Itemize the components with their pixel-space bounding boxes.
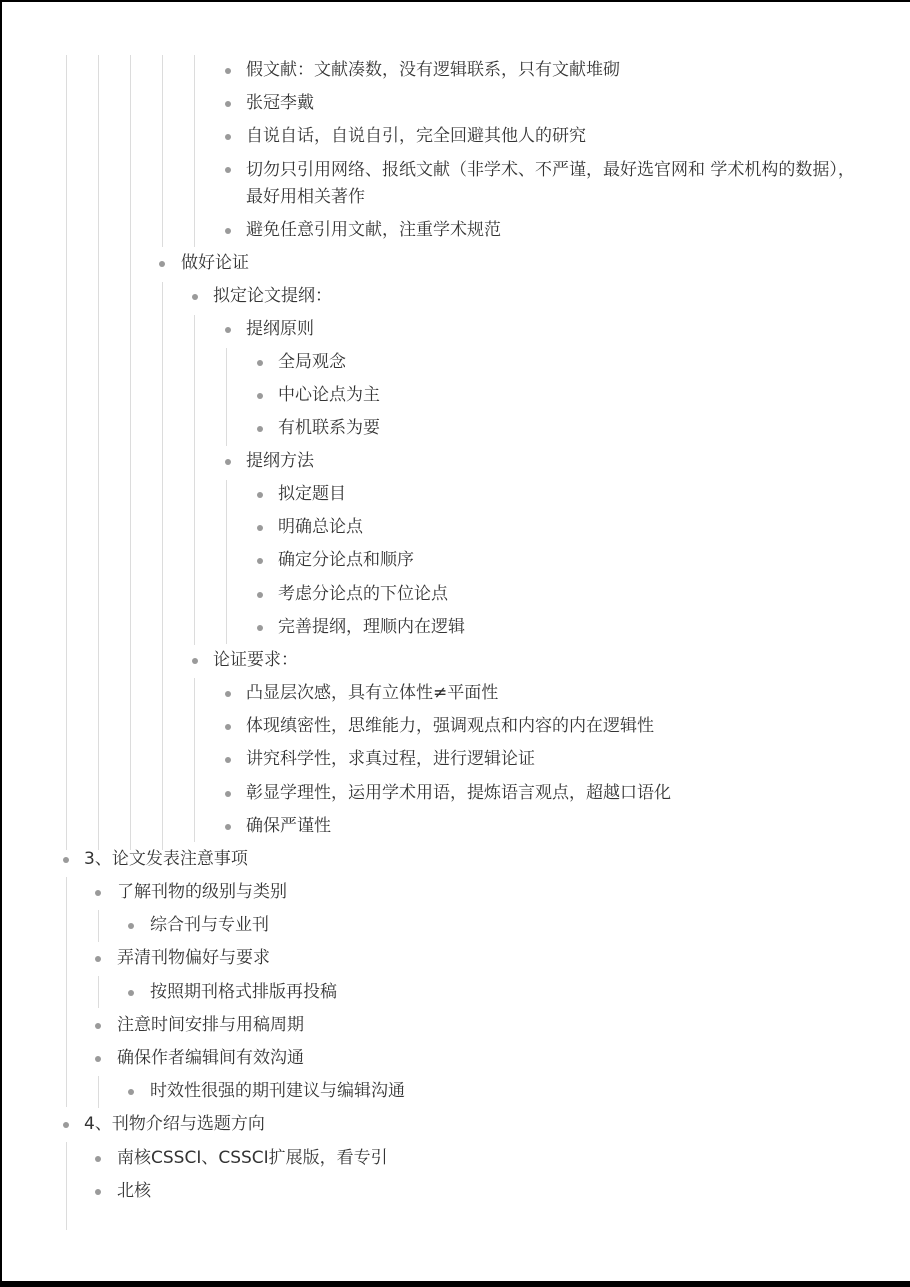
indent-guide (194, 55, 195, 247)
bullet-icon (225, 824, 231, 830)
indent-guide (194, 678, 195, 842)
indent-guide (66, 877, 67, 1107)
frame-top-border (0, 0, 910, 2)
bullet-icon (225, 134, 231, 140)
outline-item[interactable]: 拟定论文提纲： (213, 286, 332, 306)
indent-guide (98, 55, 99, 850)
bullet-icon (225, 68, 231, 74)
bullet-icon (63, 857, 69, 863)
indent-guide (66, 55, 67, 850)
outline-item[interactable]: 提纲方法 (246, 451, 314, 471)
outline-item[interactable]: 张冠李戴 (246, 93, 314, 113)
bullet-icon (95, 890, 101, 896)
bullet-icon (95, 1156, 101, 1162)
bullet-icon (95, 1023, 101, 1029)
outline-item[interactable]: 避免任意引用文献，注重学术规范 (246, 220, 501, 240)
indent-guide (130, 55, 131, 850)
bullet-icon (159, 261, 165, 267)
bullet-icon (95, 1056, 101, 1062)
outline-item[interactable]: 确定分论点和顺序 (278, 550, 414, 570)
outline-item[interactable]: 注意时间安排与用稿周期 (117, 1015, 304, 1035)
outline-item[interactable]: 拟定题目 (278, 484, 346, 504)
bullet-icon (63, 1122, 69, 1128)
outline-item[interactable]: 彰显学理性，运用学术用语，提炼语言观点，超越口语化 (246, 783, 671, 803)
bullet-icon (192, 294, 198, 300)
outline-item[interactable]: 提纲原则 (246, 319, 314, 339)
bullet-icon (257, 592, 263, 598)
indent-guide (98, 1076, 99, 1108)
bullet-icon (257, 625, 263, 631)
bullet-icon (128, 990, 134, 996)
outline-item[interactable]: 4、刊物介绍与选题方向 (84, 1114, 265, 1134)
bullet-icon (257, 492, 263, 498)
outline-item[interactable]: 完善提纲，理顺内在逻辑 (278, 617, 465, 637)
indent-guide (66, 1142, 67, 1230)
frame-left-border (0, 0, 2, 1287)
outline-item[interactable]: 时效性很强的期刊建议与编辑沟通 (150, 1081, 405, 1101)
outline-item[interactable]: 切勿只引用网络、报纸文献（非学术、不严谨，最好选官网和 学术机构的数据），最好用相关著作 (246, 160, 855, 207)
outline-item[interactable]: 有机联系为要 (278, 418, 380, 438)
outline-item[interactable]: 了解刊物的级别与类别 (117, 882, 287, 902)
outline-item[interactable]: 弄清刊物偏好与要求 (117, 948, 270, 968)
outline-item[interactable]: 讲究科学性，求真过程，进行逻辑论证 (246, 749, 535, 769)
bullet-icon (257, 558, 263, 564)
bullet-icon (128, 1089, 134, 1095)
bullet-icon (257, 393, 263, 399)
outline-item[interactable]: 3、论文发表注意事项 (84, 849, 248, 869)
bullet-icon (225, 724, 231, 730)
bullet-icon (225, 691, 231, 697)
outline-item[interactable]: 论证要求： (213, 650, 298, 670)
outline-item[interactable]: 南核CSSCI、CSSCI扩展版，看专引 (117, 1148, 388, 1168)
indent-guide (226, 480, 227, 644)
outline-item[interactable]: 考虑分论点的下位论点 (278, 584, 448, 604)
bullet-icon (128, 923, 134, 929)
outline-item[interactable]: 明确总论点 (278, 517, 363, 537)
bullet-icon (225, 228, 231, 234)
bullet-icon (192, 658, 198, 664)
indent-guide (98, 910, 99, 942)
bullet-icon (257, 360, 263, 366)
indent-guide (98, 976, 99, 1008)
outline-item[interactable]: 确保作者编辑间有效沟通 (117, 1048, 304, 1068)
outline-item[interactable]: 中心论点为主 (278, 385, 380, 405)
outline-item[interactable]: 按照期刊格式排版再投稿 (150, 982, 337, 1002)
outline-item[interactable]: 自说自话，自说自引，完全回避其他人的研究 (246, 126, 586, 146)
bullet-icon (95, 956, 101, 962)
outline-item[interactable]: 北核 (117, 1181, 151, 1201)
outline-item[interactable]: 体现缜密性，思维能力，强调观点和内容的内在逻辑性 (246, 716, 654, 736)
bullet-icon (225, 167, 231, 173)
outline-item[interactable]: 凸显层次感，具有立体性≠平面性 (246, 683, 499, 703)
outline-item[interactable]: 全局观念 (278, 352, 346, 372)
bullet-icon (95, 1189, 101, 1195)
indent-guide (162, 282, 163, 850)
outline-item[interactable]: 确保严谨性 (246, 816, 331, 836)
bullet-icon (225, 327, 231, 333)
outline-item[interactable]: 假文献：文献凑数，没有逻辑联系，只有文献堆砌 (246, 60, 620, 80)
bullet-icon (225, 459, 231, 465)
bullet-icon (225, 757, 231, 763)
frame-bottom-border (0, 1281, 910, 1287)
indent-guide (162, 55, 163, 247)
bullet-icon (225, 791, 231, 797)
indent-guide (194, 315, 195, 645)
outline-item[interactable]: 综合刊与专业刊 (150, 915, 269, 935)
outline-item[interactable]: 做好论证 (181, 253, 249, 273)
bullet-icon (257, 426, 263, 432)
indent-guide (226, 348, 227, 446)
bullet-icon (257, 525, 263, 531)
bullet-icon (225, 101, 231, 107)
